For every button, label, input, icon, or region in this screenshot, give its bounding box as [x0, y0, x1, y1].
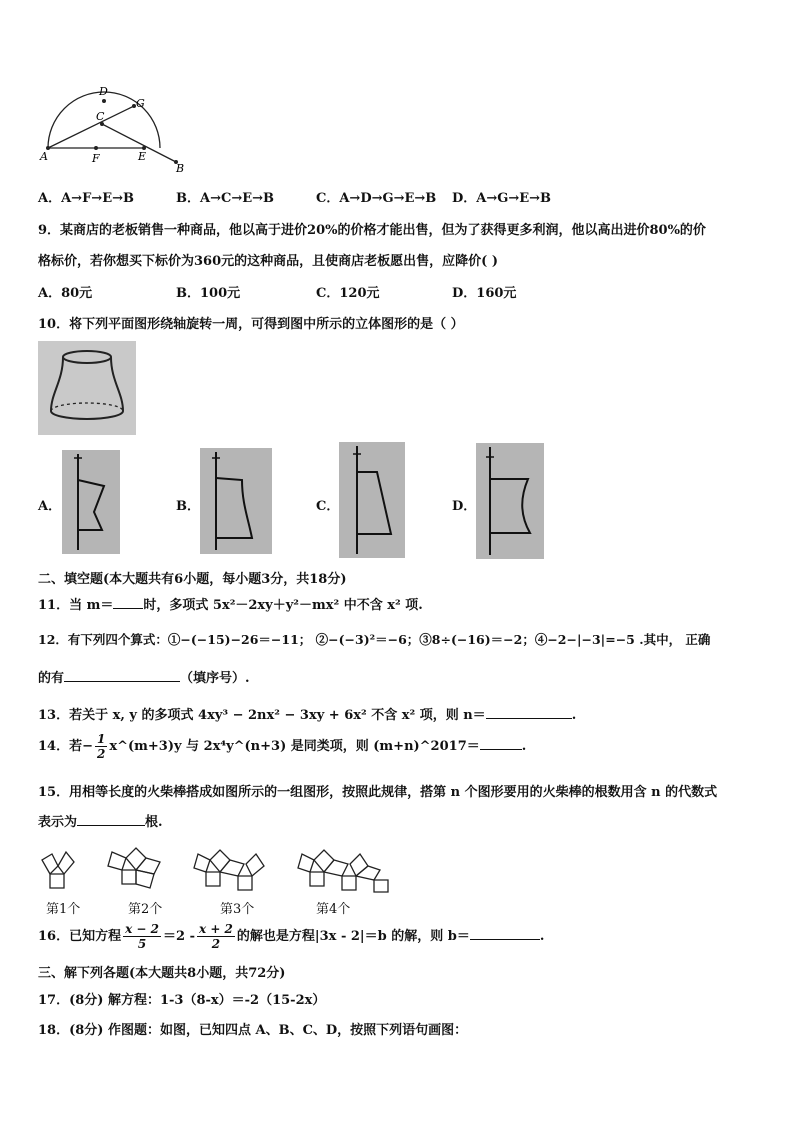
- q15-line1: 15．用相等长度的火柴棒搭成如图所示的一组图形，按照此规律，搭第 n 个图形要用的火柴棒的根数用含 n 的代数式: [38, 785, 718, 800]
- q14-pre: 14．若−: [38, 739, 93, 754]
- q15-pre: 表示为: [38, 815, 78, 830]
- label-e: E: [138, 150, 147, 163]
- q11-post: 时，多项式 5x²－2xy＋y²－mx² 中不含 x² 项.: [143, 598, 423, 613]
- q8-option-d: D．A→G→E→B: [452, 191, 552, 206]
- q16-den1: 5: [137, 937, 147, 951]
- q11-pre: 11．当 m＝: [38, 598, 114, 613]
- q14-end: .: [521, 739, 527, 754]
- label-f: F: [92, 152, 100, 165]
- q16-pre: 16．已知方程: [38, 929, 122, 944]
- q14-mid: x^(m+3)y 与 2x⁴y^(n+3) 是同类项，则 (m+n)^2017＝: [109, 739, 480, 754]
- q10-option-d-image: [476, 443, 544, 559]
- q10-text: 10．将下列平面图形绕轴旋转一周，可得到图中所示的立体图形的是（ ）: [38, 317, 464, 332]
- q14-num: 1: [96, 732, 106, 746]
- q10-option-c-image: [339, 442, 405, 558]
- q16-mid: ＝2 -: [163, 929, 195, 944]
- q9-line1: 9．某商店的老板销售一种商品，他以高于进价20%的价格才能出售，但为了获得更多利润，他以高出进价80%的价: [38, 223, 706, 238]
- q12-line2: [38, 667, 250, 686]
- q15-line2: [38, 811, 163, 830]
- q16-num2: x + 2: [198, 922, 233, 936]
- label-b: B: [176, 162, 185, 175]
- q11-line: [38, 594, 423, 613]
- q11-answer-blank[interactable]: [113, 596, 143, 609]
- q13-answer-blank[interactable]: [486, 706, 572, 719]
- section3-heading: 三、解下列各题(本大题共8小题，共72分): [38, 966, 286, 981]
- q8-option-b: B．A→C→E→B: [176, 191, 274, 206]
- q16-den2: 2: [211, 937, 221, 951]
- semicircle-path-figure: [36, 82, 196, 177]
- q16-num1: x − 2: [125, 922, 160, 936]
- q10-option-c-label: C．: [316, 499, 340, 514]
- q17-text: 17．(8分) 解方程：1-3（8-x）＝-2（15-2x）: [38, 993, 326, 1008]
- label-c: C: [96, 110, 105, 123]
- figure-caption-4: 第4个: [316, 902, 351, 917]
- q15-post: 根.: [145, 815, 163, 830]
- section2-heading: 二、填空题(本大题共有6小题，每小题3分，共18分): [38, 572, 347, 587]
- figure-caption-1: 第1个: [46, 902, 81, 917]
- q9-option-a: A．80元: [38, 286, 93, 301]
- label-a: A: [40, 150, 48, 163]
- q15-answer-blank[interactable]: [77, 813, 145, 826]
- q9-line2: 格标价，若你想买下标价为360元的这种商品，且使商店老板愿出售，应降价( ): [38, 254, 498, 269]
- q16-fraction-1: [123, 922, 161, 951]
- q10-option-b-image: [200, 448, 272, 554]
- q12-pre: 的有: [38, 671, 65, 686]
- q16-answer-blank[interactable]: [470, 927, 540, 940]
- q10-option-a-label: A．: [38, 499, 62, 514]
- q14-answer-blank[interactable]: [480, 737, 522, 750]
- figure-caption-3: 第3个: [220, 902, 255, 917]
- q12-answer-blank[interactable]: [64, 669, 180, 682]
- q10-option-a-image: [62, 450, 120, 554]
- q8-option-a: A．A→F→E→B: [38, 191, 134, 206]
- q16-end: .: [539, 929, 545, 944]
- q12-post: （填序号）.: [180, 671, 250, 686]
- q10-option-b-label: B．: [176, 499, 200, 514]
- q14-fraction: [95, 732, 107, 761]
- q18-text: 18．(8分) 作图题：如图，已知四点 A、B、C、D，按照下列语句画图：: [38, 1023, 468, 1038]
- q9-option-d: D．160元: [452, 286, 517, 301]
- q16-fraction-2: [197, 922, 235, 951]
- q13-end: .: [571, 708, 577, 723]
- q13-text: 13．若关于 x, y 的多项式 4xy³ − 2nx² − 3xy + 6x² 不含 x² 项，则 n＝: [38, 708, 486, 723]
- solid-figure-image: [38, 341, 136, 435]
- figure-caption-2: 第2个: [128, 902, 163, 917]
- q16-post: 的解也是方程|3x - 2|＝b 的解，则 b＝: [236, 929, 470, 944]
- q14-line: [38, 732, 526, 761]
- q12-line1: 12．有下列四个算式：①−(−15)−26＝−11； ②−(−3)²＝−6；③8÷(−16)＝−2；④−2−|−3|=−5 .其中， 正确: [38, 632, 711, 647]
- q8-option-c: C．A→D→G→E→B: [316, 191, 437, 206]
- label-g: G: [136, 97, 145, 110]
- q9-option-c: C．120元: [316, 286, 380, 301]
- label-d: D: [99, 85, 108, 98]
- q10-option-d-label: D．: [452, 499, 477, 514]
- q13-line: [38, 704, 576, 723]
- q14-den: 2: [96, 747, 106, 761]
- q9-option-b: B．100元: [176, 286, 241, 301]
- matchstick-figures: [36, 840, 396, 896]
- q16-line: [38, 922, 544, 951]
